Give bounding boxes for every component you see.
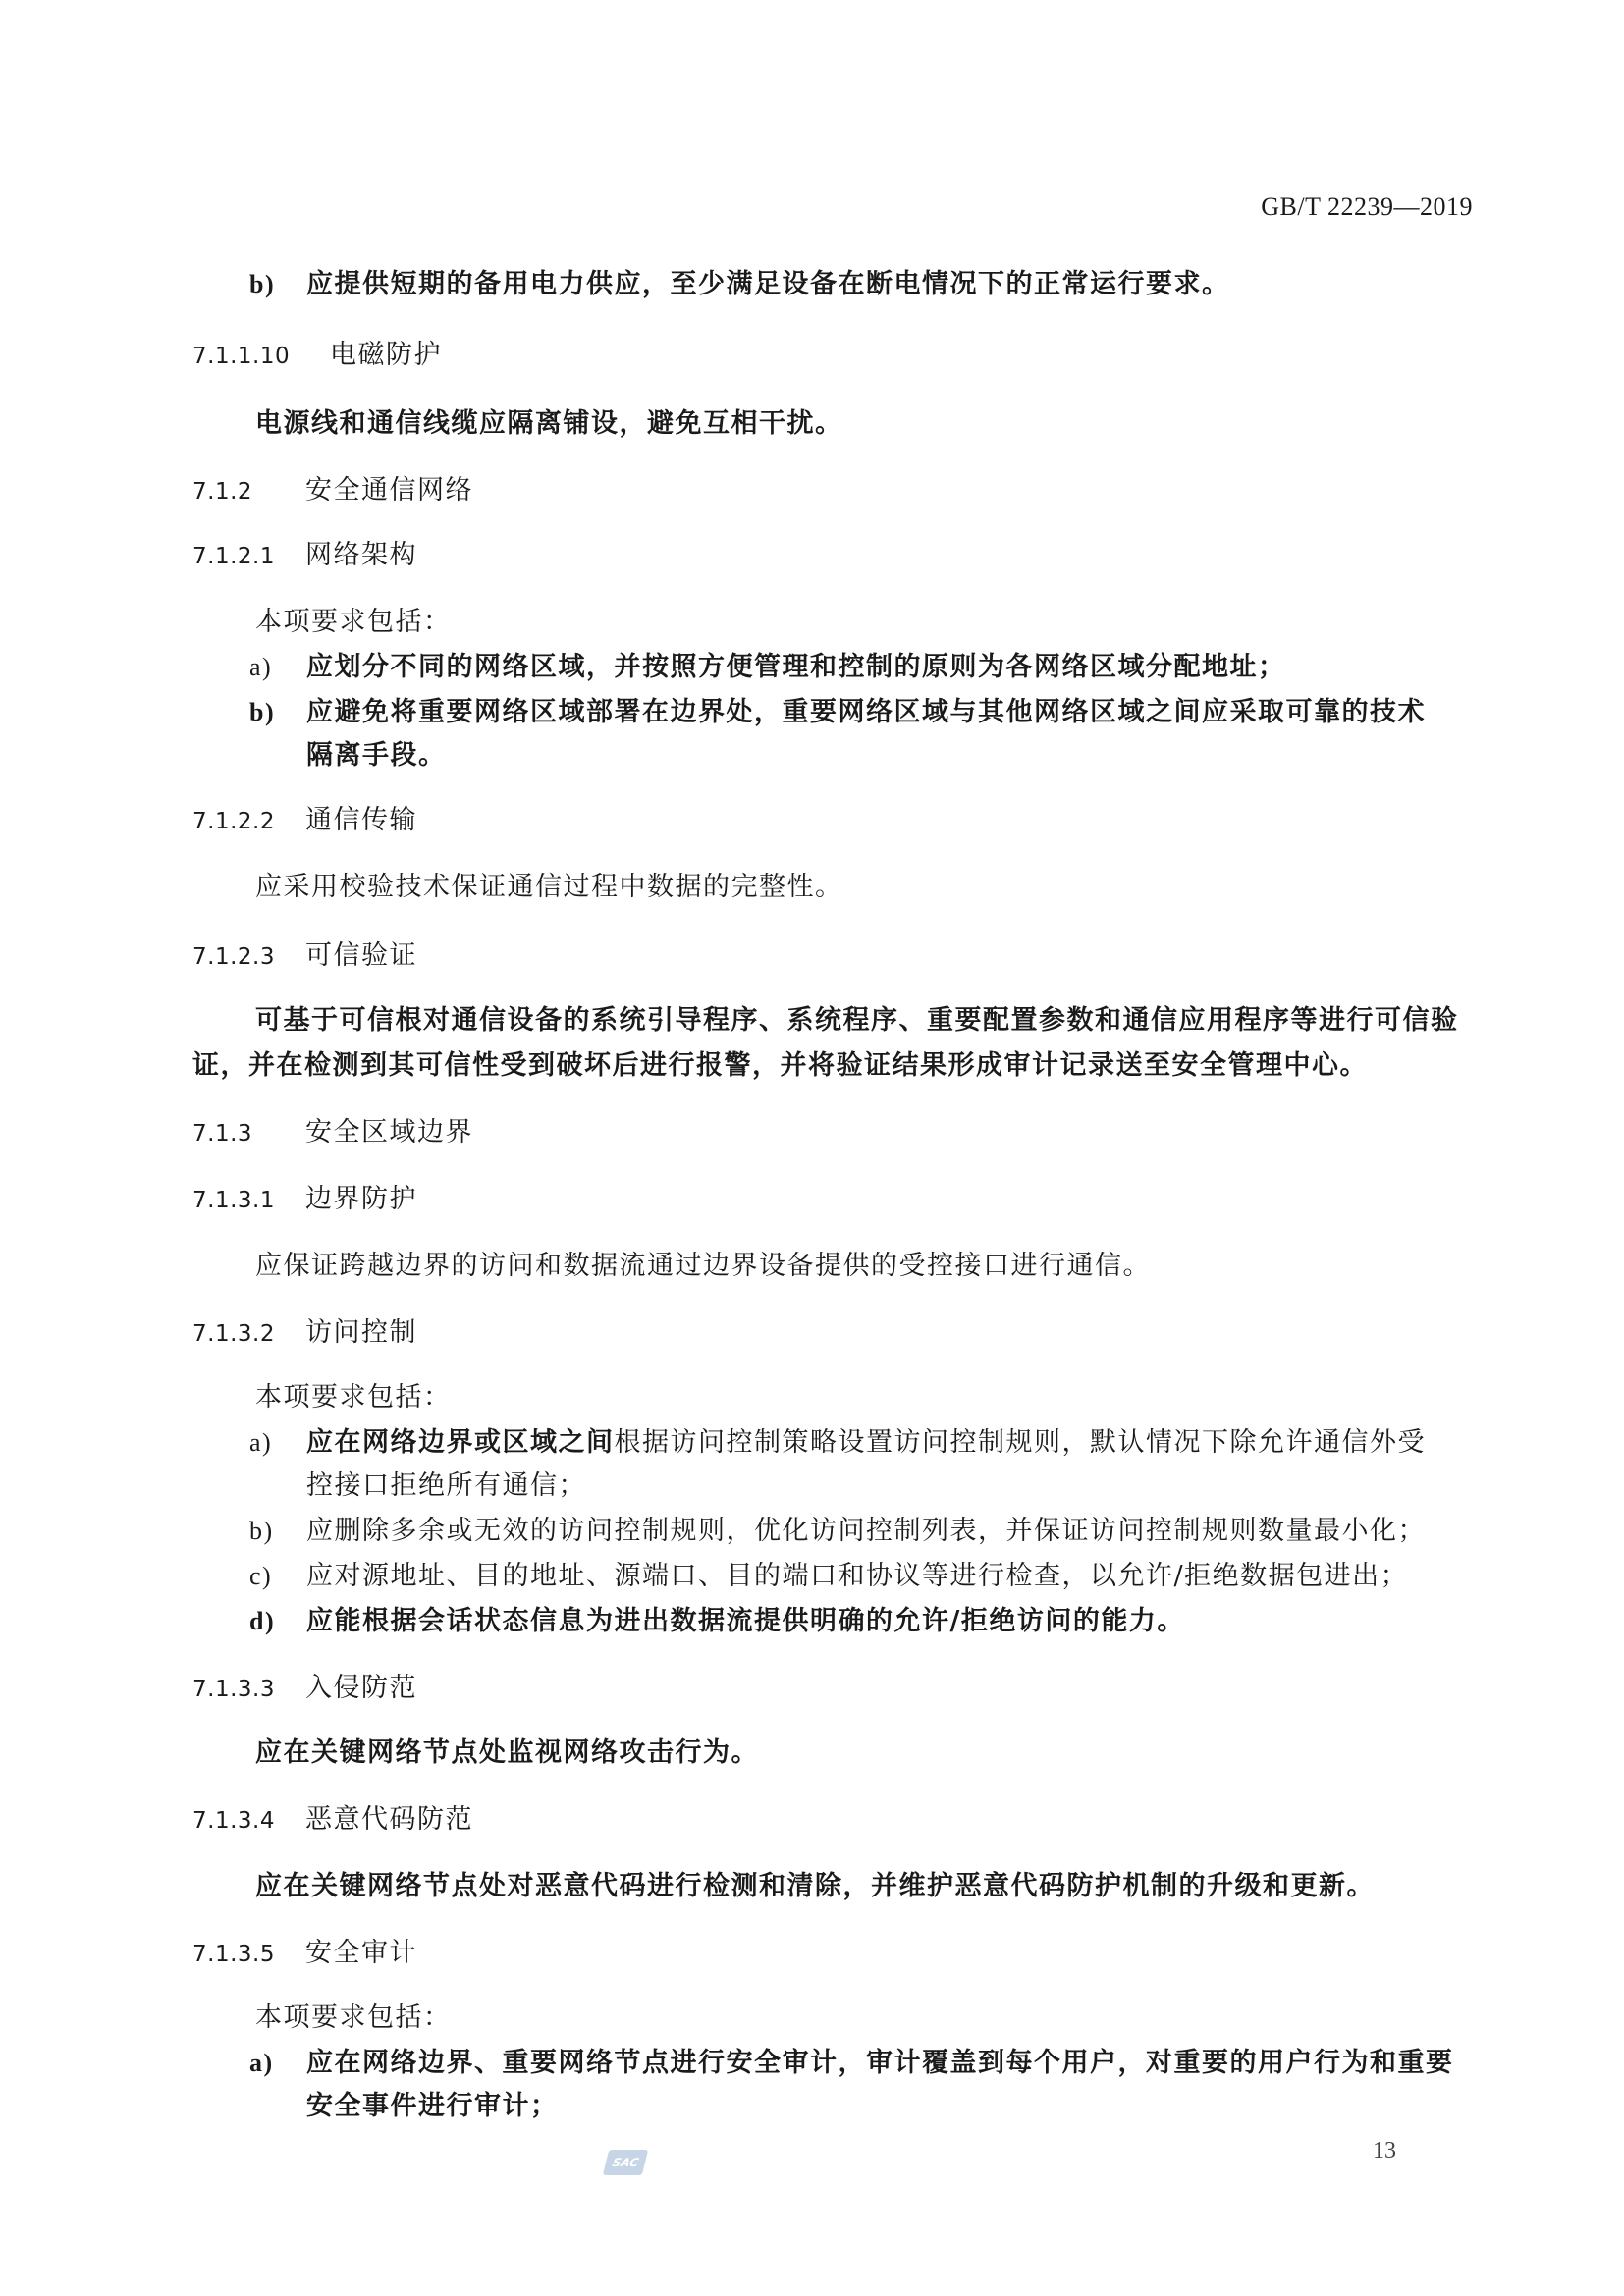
section-heading bbox=[192, 473, 473, 509]
paragraph: 本项要求包括： bbox=[255, 607, 452, 637]
list-item bbox=[249, 1604, 1185, 1639]
section-number: 7.1.3.4 bbox=[192, 1808, 275, 1834]
sac-logo-watermark: SAC bbox=[603, 2150, 648, 2175]
paragraph: 可基于可信根对通信设备的系统引导程序、系统程序、重要配置参数和通信应用程序等进行可信验 bbox=[255, 1005, 1459, 1036]
paragraph: 应保证跨越边界的访问和数据流通过边界设备提供的受控接口进行通信。 bbox=[255, 1251, 1151, 1281]
list-item bbox=[249, 1425, 1426, 1461]
section-heading bbox=[192, 1936, 417, 1972]
list-item bbox=[249, 2046, 1454, 2081]
section-title: 访问控制 bbox=[305, 1317, 417, 1348]
section-title: 可信验证 bbox=[305, 940, 417, 971]
list-label: c) bbox=[249, 1562, 273, 1590]
list-text: 根据访问控制策略设置访问控制规则，默认情况下除允许通信外受 bbox=[614, 1427, 1426, 1458]
section-title: 电磁防护 bbox=[330, 340, 442, 370]
list-item bbox=[249, 1559, 1408, 1594]
list-label: b) bbox=[249, 698, 276, 726]
paragraph: 应在关键网络节点处对恶意代码进行检测和清除，并维护恶意代码防护机制的升级和更新。 bbox=[255, 1871, 1375, 1901]
list-label: d) bbox=[249, 1607, 276, 1635]
section-heading bbox=[192, 803, 417, 839]
section-number: 7.1.3.2 bbox=[192, 1321, 275, 1347]
list-label: b) bbox=[249, 270, 276, 298]
section-number: 7.1.2.1 bbox=[192, 544, 275, 569]
list-text: 应在网络边界、重要网络节点进行安全审计，审计覆盖到每个用户，对重要的用户行为和重要 bbox=[306, 2048, 1454, 2078]
section-title: 通信传输 bbox=[305, 805, 417, 835]
section-number: 7.1.3 bbox=[192, 1121, 253, 1147]
paragraph: 本项要求包括： bbox=[255, 2002, 452, 2033]
section-heading bbox=[192, 538, 417, 574]
section-number: 7.1.2.2 bbox=[192, 809, 275, 834]
section-number: 7.1.1.10 bbox=[192, 344, 291, 369]
page-number: 13 bbox=[1373, 2138, 1396, 2163]
section-heading bbox=[192, 1671, 417, 1707]
section-title: 恶意代码防范 bbox=[305, 1804, 473, 1835]
section-title: 网络架构 bbox=[305, 540, 417, 570]
list-text: 应删除多余或无效的访问控制规则，优化访问控制列表，并保证访问控制规则数量最小化； bbox=[306, 1516, 1426, 1546]
section-number: 7.1.3.3 bbox=[192, 1677, 275, 1702]
section-number: 7.1.3.1 bbox=[192, 1188, 275, 1213]
section-number: 7.1.2 bbox=[192, 479, 253, 505]
section-heading bbox=[192, 1182, 417, 1218]
list-label: a) bbox=[249, 1428, 273, 1457]
paragraph-continuation: 证，并在检测到其可信性受到破坏后进行报警，并将验证结果形成审计记录送至安全管理中心。 bbox=[192, 1050, 1368, 1081]
section-heading bbox=[192, 1315, 417, 1352]
list-item bbox=[249, 650, 1286, 685]
list-text-bold: 应在网络边界或区域之间 bbox=[306, 1427, 615, 1458]
section-number: 7.1.2.3 bbox=[192, 944, 275, 970]
paragraph: 应在关键网络节点处监视网络攻击行为。 bbox=[255, 1737, 759, 1768]
list-item bbox=[249, 267, 1230, 302]
list-text: 应划分不同的网络区域，并按照方便管理和控制的原则为各网络区域分配地址； bbox=[306, 652, 1286, 682]
list-text: 应避免将重要网络区域部署在边界处，重要网络区域与其他网络区域之间应采取可靠的技术 bbox=[306, 697, 1426, 727]
list-continuation: 安全事件进行审计； bbox=[306, 2091, 559, 2121]
section-title: 边界防护 bbox=[305, 1184, 417, 1214]
list-item bbox=[249, 1514, 1426, 1549]
section-heading bbox=[192, 1115, 473, 1151]
paragraph: 本项要求包括： bbox=[255, 1382, 452, 1413]
list-label: b) bbox=[249, 1517, 274, 1545]
standard-number-header: GB/T 22239—2019 bbox=[1261, 192, 1473, 221]
list-continuation: 控接口拒绝所有通信； bbox=[306, 1470, 586, 1501]
list-continuation: 隔离手段。 bbox=[306, 740, 447, 771]
list-text: 应对源地址、目的地址、源端口、目的端口和协议等进行检查，以允许/拒绝数据包进出； bbox=[306, 1561, 1409, 1591]
list-text: 应提供短期的备用电力供应，至少满足设备在断电情况下的正常运行要求。 bbox=[306, 269, 1230, 299]
section-heading bbox=[192, 338, 442, 374]
section-number: 7.1.3.5 bbox=[192, 1942, 275, 1967]
list-item bbox=[249, 695, 1426, 730]
paragraph: 应采用校验技术保证通信过程中数据的完整性。 bbox=[255, 872, 843, 902]
section-title: 安全区域边界 bbox=[305, 1117, 473, 1148]
section-heading bbox=[192, 1802, 473, 1839]
list-label: a) bbox=[249, 653, 273, 681]
section-title: 安全通信网络 bbox=[305, 475, 473, 506]
list-text: 应能根据会话状态信息为进出数据流提供明确的允许/拒绝访问的能力。 bbox=[306, 1606, 1185, 1636]
section-title: 安全审计 bbox=[305, 1938, 417, 1968]
section-title: 入侵防范 bbox=[305, 1673, 417, 1703]
list-label: a) bbox=[249, 2049, 274, 2077]
section-heading bbox=[192, 938, 417, 975]
paragraph: 电源线和通信线缆应隔离铺设，避免互相干扰。 bbox=[255, 408, 843, 439]
